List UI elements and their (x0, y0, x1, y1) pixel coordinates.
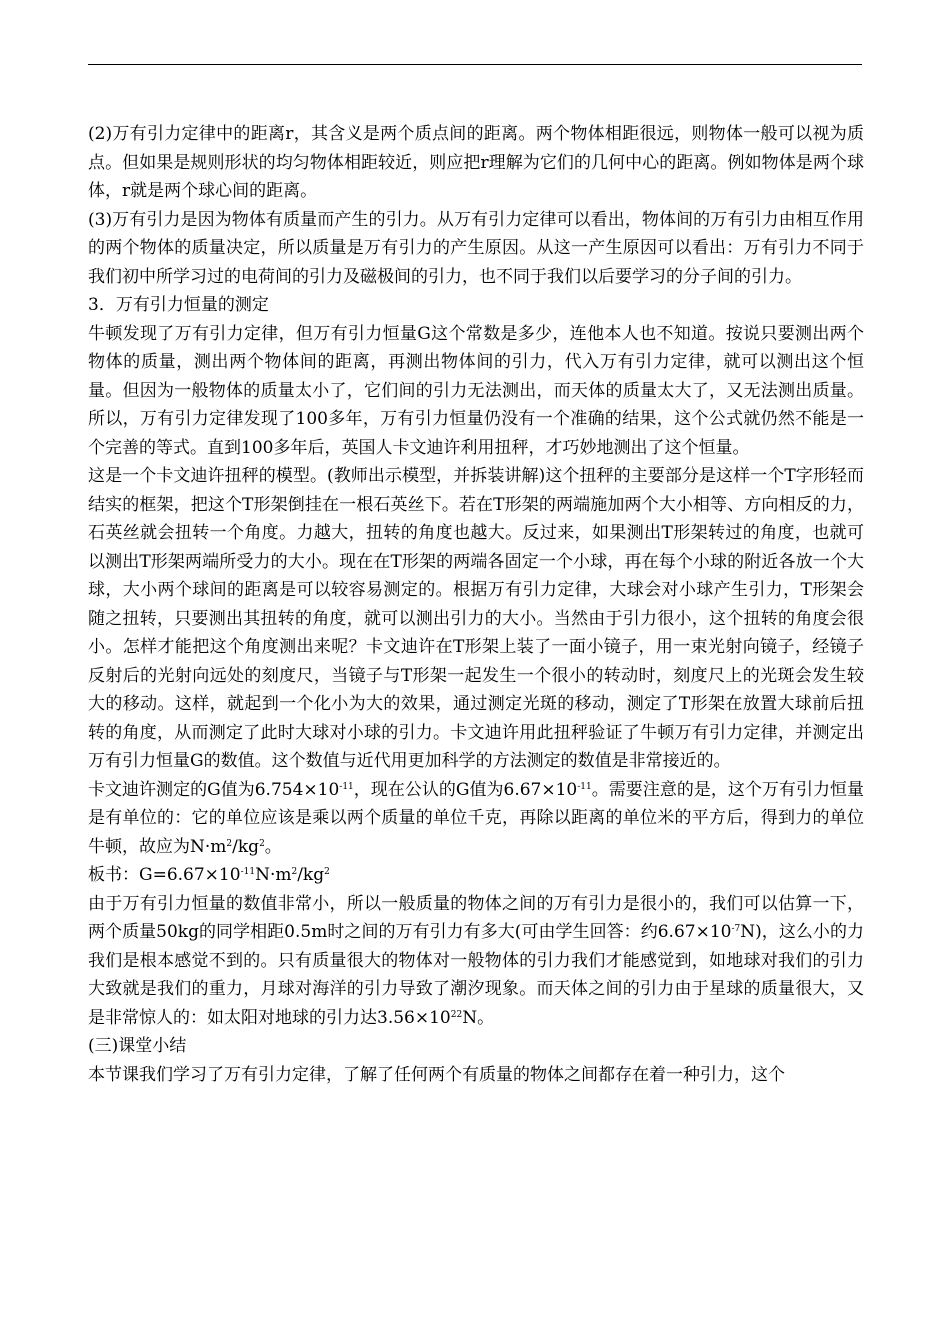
document-body (88, 120, 864, 1089)
header-rule (88, 64, 862, 65)
text-run: N)，这么小的力我们是根本感觉不到的。只有质量很大的物体对一般物体的引力我们才能感觉到，如地球对我们的引力大致就是我们的重力，月球对海洋的引力导致了潮汐现象。而天体之间的引力由于星球的质量很大，又是非常惊人的：如太阳对地球的引力达3.56×10 (88, 922, 864, 1028)
superscript: 22 (450, 1009, 463, 1020)
paragraph-torsion-balance: 这是一个卡文迪许扭秤的模型。(教师出示模型，并拆装讲解)这个扭秤的主要部分是这样一个T字形轻而结实的框架，把这个T形架倒挂在一根石英丝下。若在T形架的两端施加两个大小相等、方向相反的力，石英丝就会扭转一个角度。力越大，扭转的角度也越大。反过来，如果测出T形架转过的角度，也就可以测出T形架两端所受力的大小。现在在T形架的两端各固定一个小球，再在每个小球的附近各放一个大球，大小两个球间的距离是可以较容易测定的。根据万有引力定律，大球会对小球产生引力，T形架会随之扭转，只要测出其扭转的角度，就可以测出引力的大小。当然由于引力很小，这个扭转的角度会很小。怎样才能把这个角度测出来呢？卡文迪许在T形架上装了一面小镜子，用一束光射向镜子，经镜子反射后的光射向远处的刻度尺，当镜子与T形架一起发生一个很小的转动时，刻度尺上的光斑会发生较大的移动。这样，就起到一个化小为大的效果，通过测定光斑的移动，测定了T形架在放置大球前后扭转的角度，从而测定了此时大球对小球的引力。卡文迪许用此扭秤验证了牛顿万有引力定律，并测定出万有引力恒量G的数值。这个数值与近代用更加科学的方法测定的数值是非常接近的。 (88, 466, 864, 771)
paragraph-distance-r: (2)万有引力定律中的距离r，其含义是两个质点间的距离。两个物体相距很远，则物体一般可以视为质点。但如果是规则形状的均匀物体相距较近，则应把r理解为它们的几何中心的距离。例如物体是两个球体，r就是两个球心间的距离。 (88, 124, 864, 201)
text-run: ，现在公认的G值为6.67×10 (353, 779, 578, 800)
text-run: 卡文迪许测定的G值为6.754×10 (88, 779, 340, 800)
superscript: -7 (731, 924, 741, 934)
text-run: 板书：G=6.67×10 (88, 865, 241, 885)
superscript: -11 (339, 781, 354, 792)
text-run: N·m (255, 865, 292, 885)
section-heading-summary: (三)课堂小结 (88, 1036, 187, 1056)
paragraph-g-value (88, 776, 864, 862)
superscript: -11 (577, 781, 592, 792)
text-run: 。需要注意的是，这个万有引力恒量是有单位的：它的单位应该是乘以两个质量的单位千克，再除以距离的单位米的平方后，得到力的单位牛顿，故应为N·m (88, 779, 864, 857)
paragraph-newton-constant: 牛顿发现了万有引力定律，但万有引力恒量G这个常数是多少，连他本人也不知道。按说只要测出两个物体的质量，测出两个物体间的距离，再测出物体间的引力，代入万有引力定律，就可以测出这个恒量。但因为一般物体的质量太小了，它们间的引力无法测出，而天体的质量太大了，又无法测出质量。所以，万有引力定律发现了100多年，万有引力恒量仍没有一个准确的结果，这个公式就仍然不能是一个完善的等式。直到100多年后，英国人卡文迪许利用扭秤，才巧妙地测出了这个恒量。 (88, 323, 864, 458)
text-run: 。 (264, 836, 282, 857)
text-run: /kg (297, 865, 325, 885)
superscript: -11 (240, 867, 256, 877)
superscript: 2 (259, 838, 265, 849)
paragraph-gravity-origin: (3)万有引力是因为物体有质量而产生的引力。从万有引力定律可以看出，物体间的万有引力由相互作用的两个物体的质量决定，所以质量是万有引力的产生原因。从这一产生原因可以看出：万有引力不同于我们初中所学习过的电荷间的引力及磁极间的引力，也不同于我们以后要学习的分子间的引力。 (88, 209, 864, 287)
text-run: N。 (462, 1007, 495, 1028)
superscript: 2 (226, 838, 233, 849)
paragraph-gravity-estimate (88, 890, 864, 1033)
superscript: 2 (324, 867, 330, 877)
text-run: /kg (232, 836, 260, 857)
superscript: 2 (291, 867, 298, 877)
paragraph-summary: 本节课我们学习了万有引力定律，了解了任何两个有质量的物体之间都存在着一种引力，这个 (88, 1064, 785, 1085)
text-run: 由于万有引力恒量的数值非常小，所以一般质量的物体之间的万有引力是很小的，我们可以估算一下，两个质量50kg的同学相距0.5m时之间的万有引力有多大(可由学生回答：约6.67×10 (88, 893, 864, 942)
section-heading-constant-measurement: 3．万有引力恒量的测定 (88, 295, 269, 315)
paragraph-blackboard-formula (88, 861, 864, 890)
